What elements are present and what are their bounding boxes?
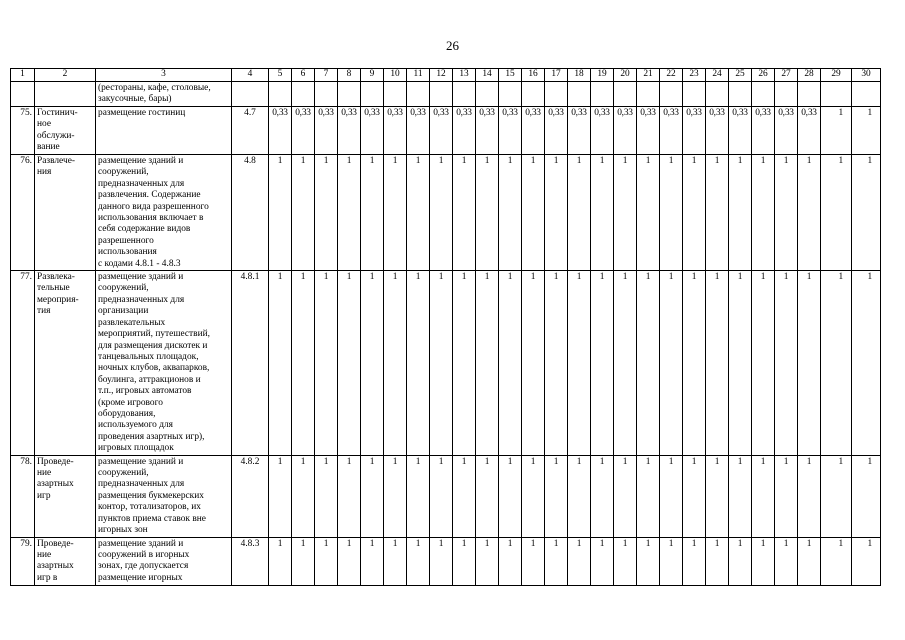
coefficient-cell: 0,33: [752, 107, 775, 155]
coefficient-cell: 1: [614, 155, 637, 271]
coefficient-cell: 1: [269, 455, 292, 537]
column-number: 26: [752, 69, 775, 82]
coefficient-cell: 1: [729, 271, 752, 456]
coefficient-cell: 0,33: [775, 107, 798, 155]
coefficient-cell: 1: [407, 537, 430, 585]
coefficient-cell: 0,33: [384, 107, 407, 155]
column-number: 14: [476, 69, 499, 82]
coefficient-cell: 0,33: [269, 107, 292, 155]
coefficient-cell: [660, 82, 683, 107]
use-name: Проведе- ние азартных игр: [35, 455, 96, 537]
coefficient-cell: 1: [775, 537, 798, 585]
use-description: размещение зданий и сооружений, предназначенных для размещения букмекерских контор, тотализаторов, их пунктов приема ставок вне игорных зон: [96, 455, 232, 537]
coefficient-cell: [591, 82, 614, 107]
coefficient-cell: 1: [706, 455, 729, 537]
coefficient-cell: 1: [476, 455, 499, 537]
coefficient-cell: 1: [852, 271, 881, 456]
coefficient-cell: 1: [292, 155, 315, 271]
coefficient-cell: 0,33: [614, 107, 637, 155]
coefficient-cell: 0,33: [683, 107, 706, 155]
page-number: 26: [446, 38, 459, 53]
coefficient-cell: 1: [269, 271, 292, 456]
coefficient-cell: 1: [752, 271, 775, 456]
column-number: 13: [453, 69, 476, 82]
table-row: [11, 537, 881, 585]
coefficient-cell: 1: [430, 537, 453, 585]
coefficient-cell: 1: [338, 455, 361, 537]
column-number: 22: [660, 69, 683, 82]
coefficient-cell: [522, 82, 545, 107]
coefficient-cell: 1: [545, 155, 568, 271]
coefficient-cell: 1: [292, 455, 315, 537]
coefficient-cell: 1: [269, 155, 292, 271]
coefficient-cell: [453, 82, 476, 107]
column-number: 21: [637, 69, 660, 82]
column-number-row: [11, 69, 881, 82]
coefficient-cell: 1: [775, 455, 798, 537]
column-number: 28: [798, 69, 821, 82]
coefficient-cell: 0,33: [315, 107, 338, 155]
coefficient-cell: [430, 82, 453, 107]
coefficient-cell: [269, 82, 292, 107]
coefficient-cell: 1: [292, 271, 315, 456]
coefficient-cell: 1: [752, 155, 775, 271]
row-number: 75.: [11, 107, 35, 155]
coefficient-cell: 1: [852, 155, 881, 271]
coefficient-cell: 1: [821, 155, 852, 271]
coefficient-cell: 1: [614, 537, 637, 585]
coefficient-cell: 1: [384, 455, 407, 537]
coefficient-cell: [292, 82, 315, 107]
column-number: 11: [407, 69, 430, 82]
coefficient-cell: [407, 82, 430, 107]
coefficient-cell: 0,33: [637, 107, 660, 155]
column-number: 4: [232, 69, 269, 82]
coefficient-cell: 0,33: [430, 107, 453, 155]
coefficient-cell: 1: [384, 155, 407, 271]
coefficient-cell: [683, 82, 706, 107]
coefficient-cell: 1: [637, 537, 660, 585]
coefficient-cell: 1: [568, 537, 591, 585]
use-code: 4.8.3: [232, 537, 269, 585]
column-number: 9: [361, 69, 384, 82]
coefficient-cell: 1: [798, 155, 821, 271]
coefficient-cell: 1: [729, 537, 752, 585]
coefficient-cell: 1: [729, 155, 752, 271]
column-number: 30: [852, 69, 881, 82]
coefficient-cell: 1: [660, 455, 683, 537]
coefficient-cell: 1: [637, 271, 660, 456]
coefficient-cell: [338, 82, 361, 107]
use-name: Развлече- ния: [35, 155, 96, 271]
coefficient-cell: 1: [852, 537, 881, 585]
coefficient-cell: 1: [683, 537, 706, 585]
coefficient-cell: 1: [591, 537, 614, 585]
coefficient-cell: 1: [591, 271, 614, 456]
coefficient-cell: [752, 82, 775, 107]
coefficient-cell: 1: [315, 455, 338, 537]
row-number: [11, 82, 35, 107]
coefficient-cell: 1: [798, 271, 821, 456]
use-description: размещение зданий и сооружений, предназначенных для развлечения. Содержание данного вида разрешенного использования включает в себя содержание видов разрешенного использования с кодами 4.8.1 - 4.8.3: [96, 155, 232, 271]
coefficient-cell: [545, 82, 568, 107]
coefficient-cell: [476, 82, 499, 107]
coefficient-cell: 1: [775, 155, 798, 271]
column-number: 20: [614, 69, 637, 82]
coefficient-cell: [798, 82, 821, 107]
coefficient-cell: [614, 82, 637, 107]
coefficient-cell: 0,33: [522, 107, 545, 155]
column-number: 23: [683, 69, 706, 82]
coefficient-cell: 0,33: [798, 107, 821, 155]
use-code: 4.7: [232, 107, 269, 155]
coefficient-cell: 1: [660, 537, 683, 585]
coefficient-cell: 1: [821, 537, 852, 585]
column-number: 15: [499, 69, 522, 82]
coefficient-cell: 1: [637, 155, 660, 271]
coefficient-cell: 1: [706, 155, 729, 271]
column-number: 17: [545, 69, 568, 82]
coefficient-cell: 0,33: [292, 107, 315, 155]
coefficient-cell: 1: [476, 271, 499, 456]
coefficient-cell: 1: [821, 107, 852, 155]
coefficient-cell: 1: [361, 155, 384, 271]
coefficient-cell: 1: [522, 155, 545, 271]
coefficient-cell: 1: [453, 537, 476, 585]
coefficient-cell: [775, 82, 798, 107]
coefficient-cell: 1: [798, 537, 821, 585]
coefficient-cell: 1: [522, 271, 545, 456]
coefficient-cell: 1: [660, 155, 683, 271]
coefficient-cell: [821, 82, 852, 107]
coefficient-cell: 1: [798, 455, 821, 537]
coefficient-cell: 1: [821, 271, 852, 456]
use-description: размещение зданий и сооружений в игорных зонах, где допускается размещение игорных: [96, 537, 232, 585]
coefficient-cell: 0,33: [706, 107, 729, 155]
column-number: 24: [706, 69, 729, 82]
land-use-table: [10, 68, 881, 586]
coefficient-cell: 1: [499, 155, 522, 271]
coefficient-cell: 1: [499, 537, 522, 585]
coefficient-cell: 1: [453, 155, 476, 271]
column-number: 7: [315, 69, 338, 82]
column-number: 10: [384, 69, 407, 82]
coefficient-cell: 1: [338, 155, 361, 271]
coefficient-cell: 0,33: [660, 107, 683, 155]
use-code: 4.8.2: [232, 455, 269, 537]
coefficient-cell: 1: [453, 455, 476, 537]
coefficient-cell: 0,33: [361, 107, 384, 155]
row-number: 79.: [11, 537, 35, 585]
coefficient-cell: 1: [752, 455, 775, 537]
coefficient-cell: 0,33: [568, 107, 591, 155]
coefficient-cell: [315, 82, 338, 107]
use-name: Гостинич- ное обслужи- вание: [35, 107, 96, 155]
coefficient-cell: 1: [821, 455, 852, 537]
coefficient-cell: 0,33: [407, 107, 430, 155]
coefficient-cell: 1: [852, 107, 881, 155]
coefficient-cell: 1: [361, 455, 384, 537]
table-row: [11, 271, 881, 456]
column-number: 2: [35, 69, 96, 82]
coefficient-cell: [706, 82, 729, 107]
coefficient-cell: 0,33: [545, 107, 568, 155]
column-number: 12: [430, 69, 453, 82]
use-name: Проведе- ние азартных игр в: [35, 537, 96, 585]
coefficient-cell: 1: [361, 537, 384, 585]
coefficient-cell: 1: [545, 271, 568, 456]
coefficient-cell: 1: [407, 271, 430, 456]
coefficient-cell: 1: [660, 271, 683, 456]
coefficient-cell: 1: [683, 155, 706, 271]
coefficient-cell: 0,33: [729, 107, 752, 155]
coefficient-cell: [384, 82, 407, 107]
row-number: 77.: [11, 271, 35, 456]
table-row: [11, 455, 881, 537]
coefficient-cell: 0,33: [338, 107, 361, 155]
coefficient-cell: 1: [568, 271, 591, 456]
coefficient-cell: 1: [545, 455, 568, 537]
column-number: 8: [338, 69, 361, 82]
coefficient-cell: 1: [545, 537, 568, 585]
table-row: [11, 155, 881, 271]
use-name: Развлека- тельные мероприя- тия: [35, 271, 96, 456]
use-description: (рестораны, кафе, столовые, закусочные, бары): [96, 82, 232, 107]
column-number: 5: [269, 69, 292, 82]
column-number: 25: [729, 69, 752, 82]
use-description: размещение гостиниц: [96, 107, 232, 155]
use-code: 4.8.1: [232, 271, 269, 456]
coefficient-cell: 1: [522, 455, 545, 537]
coefficient-cell: 1: [614, 455, 637, 537]
coefficient-cell: [568, 82, 591, 107]
coefficient-cell: 1: [338, 537, 361, 585]
coefficient-cell: 1: [384, 271, 407, 456]
coefficient-cell: 1: [752, 537, 775, 585]
coefficient-cell: 1: [407, 155, 430, 271]
coefficient-cell: [499, 82, 522, 107]
coefficient-cell: 1: [852, 455, 881, 537]
coefficient-cell: 1: [430, 455, 453, 537]
coefficient-cell: 0,33: [591, 107, 614, 155]
coefficient-cell: 1: [361, 271, 384, 456]
column-number: 3: [96, 69, 232, 82]
coefficient-cell: 1: [453, 271, 476, 456]
coefficient-cell: [852, 82, 881, 107]
use-code: 4.8: [232, 155, 269, 271]
row-number: 78.: [11, 455, 35, 537]
coefficient-cell: 1: [384, 537, 407, 585]
coefficient-cell: 1: [568, 455, 591, 537]
coefficient-cell: 1: [683, 455, 706, 537]
row-number: 76.: [11, 155, 35, 271]
coefficient-cell: 1: [499, 271, 522, 456]
table-row: [11, 82, 881, 107]
coefficient-cell: 1: [522, 537, 545, 585]
coefficient-cell: 1: [637, 455, 660, 537]
coefficient-cell: 0,33: [476, 107, 499, 155]
coefficient-cell: 0,33: [453, 107, 476, 155]
column-number: 6: [292, 69, 315, 82]
column-number: 29: [821, 69, 852, 82]
coefficient-cell: 0,33: [499, 107, 522, 155]
use-description: размещение зданий и сооружений, предназначенных для организации развлекательных мероприятий, путешествий, для размещения дискотек и танцевальных площадок, ночных клубов, аквапарков, боулинга, аттракционов и т.п., игровых автоматов (кроме игрового оборудования, используемого для проведения азартных игр), игровых площадок: [96, 271, 232, 456]
coefficient-cell: 1: [476, 155, 499, 271]
coefficient-cell: 1: [476, 537, 499, 585]
use-name: [35, 82, 96, 107]
coefficient-cell: 1: [430, 271, 453, 456]
coefficient-cell: 1: [315, 271, 338, 456]
coefficient-cell: 1: [591, 155, 614, 271]
coefficient-cell: 1: [499, 455, 522, 537]
coefficient-cell: 1: [706, 537, 729, 585]
coefficient-cell: 1: [614, 271, 637, 456]
coefficient-cell: 1: [706, 271, 729, 456]
coefficient-cell: 1: [269, 537, 292, 585]
coefficient-cell: 1: [729, 455, 752, 537]
coefficient-cell: 1: [338, 271, 361, 456]
column-number: 1: [11, 69, 35, 82]
coefficient-cell: 1: [683, 271, 706, 456]
coefficient-cell: 1: [315, 537, 338, 585]
coefficient-cell: [637, 82, 660, 107]
coefficient-cell: [361, 82, 384, 107]
column-number: 16: [522, 69, 545, 82]
table-row: [11, 107, 881, 155]
coefficient-cell: 1: [568, 155, 591, 271]
coefficient-cell: 1: [407, 455, 430, 537]
use-code: [232, 82, 269, 107]
coefficient-cell: 1: [292, 537, 315, 585]
coefficient-cell: [729, 82, 752, 107]
coefficient-cell: 1: [775, 271, 798, 456]
column-number: 18: [568, 69, 591, 82]
coefficient-cell: 1: [591, 455, 614, 537]
column-number: 27: [775, 69, 798, 82]
column-number: 19: [591, 69, 614, 82]
coefficient-cell: 1: [430, 155, 453, 271]
coefficient-cell: 1: [315, 155, 338, 271]
